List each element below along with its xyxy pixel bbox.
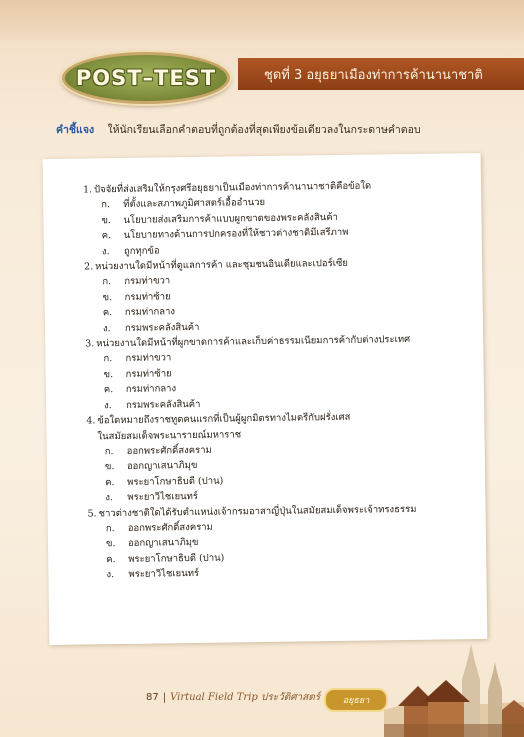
question-item (87, 501, 448, 583)
option-letter: ค. (106, 553, 116, 565)
option-letter: ง. (103, 399, 112, 411)
option-text: ออกญาเสนาภิมุข (126, 460, 198, 473)
page-number: 87 (146, 692, 159, 703)
question-text: ปัจจัยที่ส่งเสริมให้กรุงศรีอยุธยาเป็นเมืองท่าการค้านานาชาติคือข้อใด (93, 180, 372, 196)
option-letter: ค. (102, 307, 113, 319)
instruction (56, 121, 421, 138)
option-text: พระยาวิไชเยนทร์ (127, 491, 199, 504)
option-text: นโยบายส่งเสริมการค้าแบบผูกขาดของพระคลังสินค้า (123, 211, 338, 226)
post-test-badge (62, 52, 230, 104)
temple-illustration (384, 640, 524, 737)
option-text: กรมท่ากลาง (125, 383, 177, 396)
option-letter: ค. (101, 230, 112, 242)
footer (146, 690, 320, 705)
set-title: ชุดที่ 3 อยุธยาเมืองท่าการค้านานาชาติ (264, 67, 483, 83)
option-text: ออกญาเสนาภิมุข (127, 537, 199, 550)
option-letter: ง. (106, 569, 115, 581)
option-letter: ง. (105, 492, 114, 504)
option-letter: ข. (102, 291, 113, 304)
question-number: 5. (87, 507, 97, 520)
option-letter: ก. (105, 523, 115, 535)
option-text: กรมพระคลังสินค้า (124, 321, 200, 334)
footer-separator: | (162, 692, 167, 703)
option-letter: ก. (101, 199, 111, 211)
option-text: กรมท่าซ้าย (125, 368, 172, 380)
option-text: กรมพระคลังสินค้า (125, 398, 201, 411)
option-letter: ง. (102, 322, 111, 334)
question-text: หน่วยงานใดมีหน้าที่ดูแลการค้า และชุมชนอินเดียและเปอร์เซีย (95, 257, 349, 273)
option-letter: ข. (101, 214, 112, 227)
option-letter: ง. (101, 245, 110, 257)
set-title-bar (238, 58, 524, 90)
ayutthaya-logo (324, 688, 388, 712)
question-item (83, 177, 444, 259)
question-text: ในสมัยสมเด็จพระนารายณ์มหาราช (97, 428, 242, 442)
option-text: ออกพระศักดิ์สงคราม (127, 521, 213, 534)
question-text: หน่วยงานใดมีหน้าที่ผูกขาดการค้าและเก็บค่าธรรมเนียมการค้ากับต่างประเทศ (96, 334, 411, 350)
option-letter: ข. (105, 538, 116, 550)
question-item (84, 255, 445, 337)
option-letter: ข. (103, 368, 114, 381)
option-text: พระยาโกษาธิบดี (ปาน) (128, 552, 225, 565)
option-text: นโยบายทางด้านการปกครองที่ให้ชาวต่างชาติมีเสรีภาพ (123, 227, 349, 242)
option-text: กรมท่าขวา (125, 352, 172, 365)
option-letter: ข. (104, 461, 115, 473)
question-text: ข้อใดหมายถึงราชทูตคนแรกที่เป็นผู้ผูกมิตรทางไมตรีกับฝรั่งเศส (97, 411, 351, 427)
option-text: ถูกทุกข้อ (123, 245, 160, 257)
option-letter: ค. (105, 476, 115, 488)
question-item (85, 332, 446, 414)
option-letter: ค. (103, 384, 114, 396)
option-text: พระยาวิไชเยนทร์ (128, 568, 200, 581)
option-text: พระยาโกษาธิบดี (ปาน) (127, 475, 224, 488)
option-text: ออกพระศักดิ์สงคราม (126, 444, 212, 457)
question-sheet (43, 153, 488, 645)
question-item (86, 409, 447, 506)
option-letter: ก. (104, 446, 114, 458)
logo-text: อยุธยา (342, 696, 370, 706)
top-band (0, 0, 524, 40)
question-number: 2. (84, 261, 94, 273)
option-text: ที่ตั้งและสภาพภูมิศาสตร์เอื้ออำนวย (123, 197, 266, 211)
option-letter: ก. (103, 353, 113, 365)
question-number: 1. (82, 184, 93, 196)
question-text: ชาวต่างชาติใดได้รับตำแหน่งเจ้ากรมอาสาญี่ปุ่นในสมัยสมเด็จพระเจ้าทรงธรรม (98, 503, 417, 519)
instruction-label: คำชี้แจง (56, 124, 95, 136)
question-list (83, 177, 449, 583)
footer-title: Virtual Field Trip ประวัติศาสตร์ (170, 692, 321, 703)
option-text: กรมท่าขวา (124, 275, 171, 288)
badge-title: POST–TEST (75, 66, 217, 90)
option-text: กรมท่ากลาง (124, 306, 176, 319)
question-number: 4. (86, 415, 96, 427)
question-number: 3. (85, 338, 95, 350)
option-text: กรมท่าซ้าย (124, 291, 171, 303)
instruction-text: ให้นักเรียนเลือกคำตอบที่ถูกต้องที่สุดเพียงข้อเดียวลงในกระดาษคำตอบ (107, 124, 421, 136)
option-letter: ก. (102, 276, 112, 288)
